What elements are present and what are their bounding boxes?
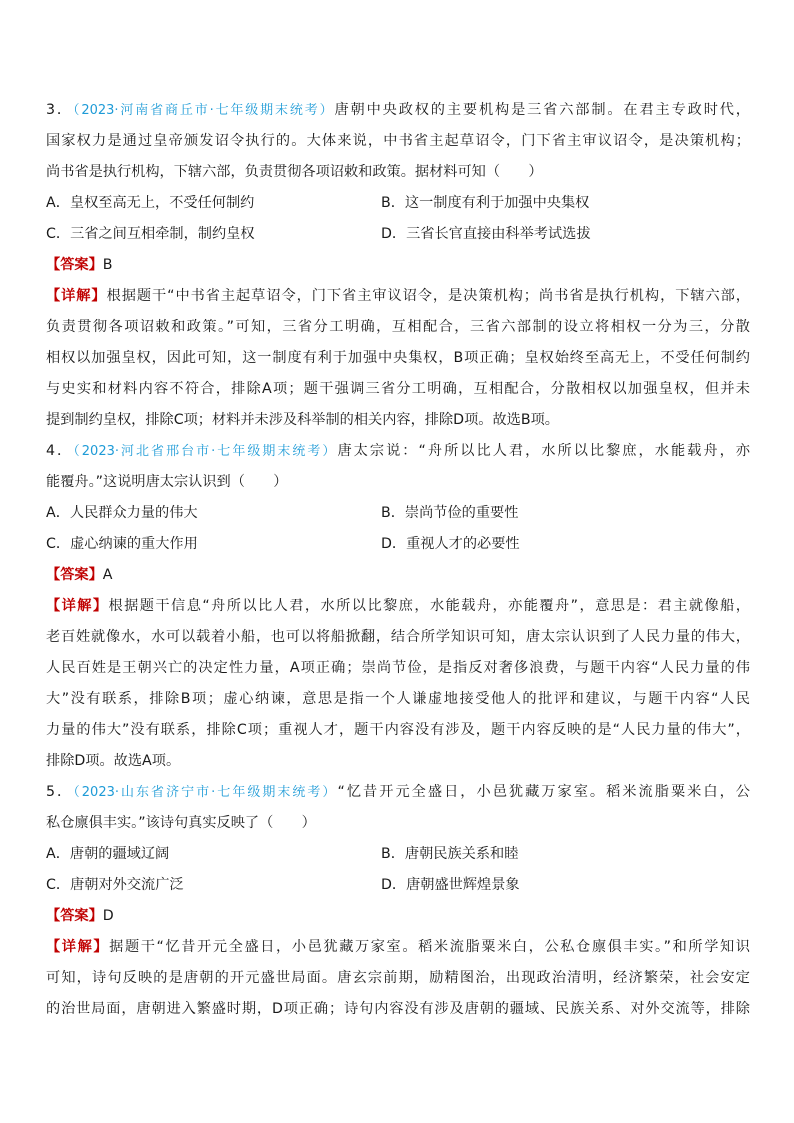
question-number: 3． <box>46 102 73 118</box>
question-stem-line: 能覆舟。”这说明唐太宗认识到（ ） <box>46 474 288 490</box>
option-c: C．唐朝对外交流广泛 <box>46 877 184 893</box>
detail-line: 大”没有联系，排除B项；虚心纳谏，意思是指一个人谦虚地接受他人的批评和建议，与题干内容“人民 <box>46 691 750 707</box>
detail-line: 与史实和材料内容不符合，排除A项；题干强调三省分工明确，互相配合，分散相权以加强皇权，但并未 <box>46 381 750 397</box>
detail-line: 老百姓就像水，水可以载着小船，也可以将船掀翻，结合所学知识可知，唐太宗认识到了人民力量的伟大， <box>46 629 750 645</box>
question-stem-line: 国家权力是通过皇帝颁发诏令执行的。大体来说，中书省主起草诏令，门下省主审议诏令，是决策机构； <box>46 133 750 149</box>
detail-line: 人民百姓是王朝兴亡的决定性力量，A项正确；崇尚节俭，是指反对奢侈浪费，与题干内容“人民力量的伟 <box>46 660 750 676</box>
option-c: C．虚心纳谏的重大作用 <box>46 536 198 552</box>
stem-text: 唐太宗说：“舟所以比人君，水所以比黎庶，水能载舟，亦 <box>337 443 750 459</box>
detail-line <box>46 932 750 963</box>
answer-line <box>46 901 750 932</box>
stem-text: 唐朝中央政权的主要机构是三省六部制。在君主专政时代， <box>334 102 750 118</box>
question-5 <box>46 777 750 1025</box>
document-body <box>46 95 750 1025</box>
answer-value: D <box>102 908 114 924</box>
option-a: A．唐朝的疆域辽阔 <box>46 846 170 862</box>
question-stem-line <box>46 95 750 126</box>
options-row <box>46 188 750 219</box>
option-d: D．三省长官直接由科举考试选拔 <box>381 226 591 242</box>
option-b: B．这一制度有利于加强中央集权 <box>381 195 590 211</box>
detail-line: 力量的伟大”没有联系，排除C项；重视人才，题干内容没有涉及，题干内容反映的是“人民力量的伟大”， <box>46 722 750 738</box>
detail-label: 【详解】 <box>46 598 109 614</box>
detail-line: 负责贯彻各项诏敕和政策。”可知，三省分工明确，互相配合，三省六部制的设立将相权一分为三，分散 <box>46 319 750 335</box>
detail-line <box>46 281 750 312</box>
option-a: A．人民群众力量的伟大 <box>46 505 198 521</box>
question-stem-line <box>46 777 750 808</box>
question-source: （2023·河北省邢台市·七年级期末统考） <box>73 444 338 459</box>
answer-label: 【答案】 <box>46 908 103 924</box>
options-row <box>46 529 750 560</box>
answer-value: B <box>102 257 113 273</box>
detail-text: 根据题干“中书省主起草诏令，门下省主审议诏令，是决策机构；尚书省是执行机构，下辖六部， <box>106 288 750 304</box>
answer-line <box>46 560 750 591</box>
options-row <box>46 498 750 529</box>
options-row <box>46 219 750 250</box>
option-b: B．唐朝民族关系和睦 <box>381 846 519 862</box>
answer-line <box>46 250 750 281</box>
detail-label: 【详解】 <box>46 939 110 955</box>
detail-text: 据题干“忆昔开元全盛日，小邑犹藏万家室。稻米流脂粟米白，公私仓廪俱丰实。”和所学知识 <box>109 939 750 955</box>
question-4 <box>46 436 750 777</box>
question-stem-line: 私仓廪俱丰实。”该诗句真实反映了（ ） <box>46 815 316 831</box>
option-d: D．重视人才的必要性 <box>381 536 520 552</box>
question-source: （2023·河南省商丘市·七年级期末统考） <box>72 103 335 118</box>
stem-text: “忆昔开元全盛日，小邑犹藏万家室。稻米流脂粟米白，公 <box>337 784 750 800</box>
detail-line: 相权以加强皇权，因此可知，这一制度有利于加强中央集权，B项正确；皇权始终至高无上，不受任何制约 <box>46 350 750 366</box>
question-3 <box>46 95 750 436</box>
question-stem-line: 尚书省是执行机构，下辖六部，负责贯彻各项诏敕和政策。据材料可知（ ） <box>46 164 543 180</box>
question-source: （2023·山东省济宁市·七年级期末统考） <box>73 785 338 800</box>
detail-line: 提到制约皇权，排除C项；材料并未涉及科举制的相关内容，排除D项。故选B项。 <box>46 412 559 428</box>
option-d: D．唐朝盛世辉煌景象 <box>381 877 520 893</box>
option-a: A．皇权至高无上，不受任何制约 <box>46 195 255 211</box>
answer-label: 【答案】 <box>46 567 103 583</box>
answer-label: 【答案】 <box>46 257 103 273</box>
option-c: C．三省之间互相牵制，制约皇权 <box>46 226 255 242</box>
detail-label: 【详解】 <box>46 288 107 304</box>
options-row <box>46 870 750 901</box>
detail-line <box>46 591 750 622</box>
option-b: B．崇尚节俭的重要性 <box>381 505 519 521</box>
question-number: 5． <box>46 784 74 800</box>
detail-line: 的治世局面，唐朝进入繁盛时期，D项正确；诗句内容没有涉及唐朝的疆域、民族关系、对外交流等，排除 <box>46 1001 750 1017</box>
question-number: 4． <box>46 443 74 459</box>
answer-value: A <box>102 567 113 583</box>
options-row <box>46 839 750 870</box>
detail-line: 排除D项。故选A项。 <box>46 753 181 769</box>
detail-line: 可知，诗句反映的是唐朝的开元盛世局面。唐玄宗前期，励精图治，出现政治清明，经济繁荣，社会安定 <box>46 970 750 986</box>
question-stem-line <box>46 436 750 467</box>
detail-text: 根据题干信息“舟所以比人君，水所以比黎庶，水能载舟，亦能覆舟”，意思是：君主就像船， <box>108 598 750 614</box>
